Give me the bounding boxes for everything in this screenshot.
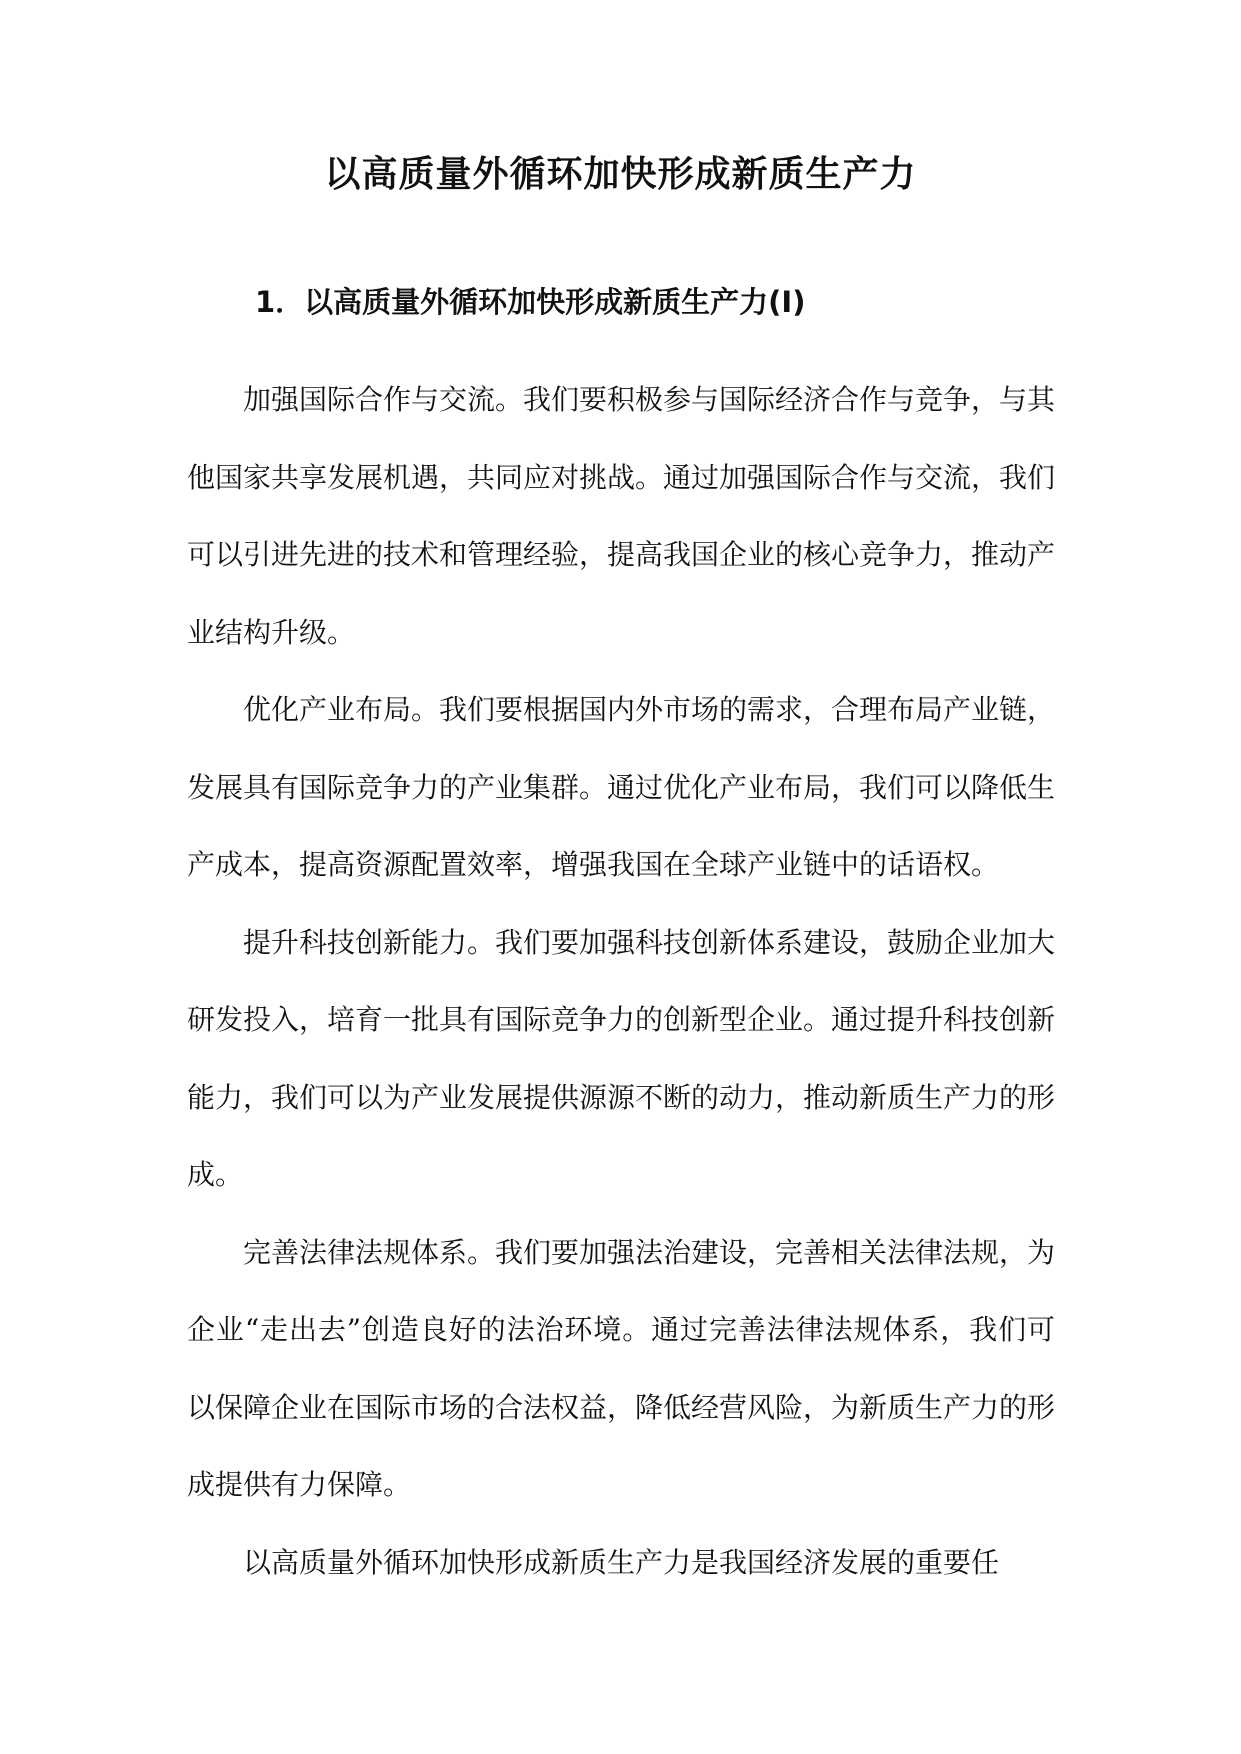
paragraph-legal-system: 完善法律法规体系。我们要加强法治建设，完善相关法律法规，为企业“走出去”创造良好的法治环境。通过完善法律法规体系，我们可以保障企业在国际市场的合法权益，降低经营风险，为新质生产力的形成提供有力保障。 bbox=[187, 1235, 1056, 1501]
paragraph-conclusion: 以高质量外循环加快形成新质生产力是我国经济发展的重要任 bbox=[243, 1545, 1000, 1579]
section-heading: 1．以高质量外循环加快形成新质生产力(I) bbox=[255, 285, 806, 319]
paragraph-international-cooperation: 加强国际合作与交流。我们要积极参与国际经济合作与竞争，与其他国家共享发展机遇，共同应对挑战。通过加强国际合作与交流，我们可以引进先进的技术和管理经验，提高我国企业的核心竞争力，推动产业结构升级。 bbox=[187, 383, 1056, 649]
document-body bbox=[187, 361, 1055, 1601]
paragraph-tech-innovation: 提升科技创新能力。我们要加强科技创新体系建设，鼓励企业加大研发投入，培育一批具有国际竞争力的创新型企业。通过提升科技创新能力，我们可以为产业发展提供源源不断的动力，推动新质生产力的形成。 bbox=[187, 925, 1056, 1191]
paragraph-industrial-layout: 优化产业布局。我们要根据国内外市场的需求，合理布局产业链，发展具有国际竞争力的产业集群。通过优化产业布局，我们可以降低生产成本，提高资源配置效率，增强我国在全球产业链中的话语权。 bbox=[187, 693, 1056, 881]
document-title: 以高质量外循环加快形成新质生产力 bbox=[324, 154, 917, 195]
